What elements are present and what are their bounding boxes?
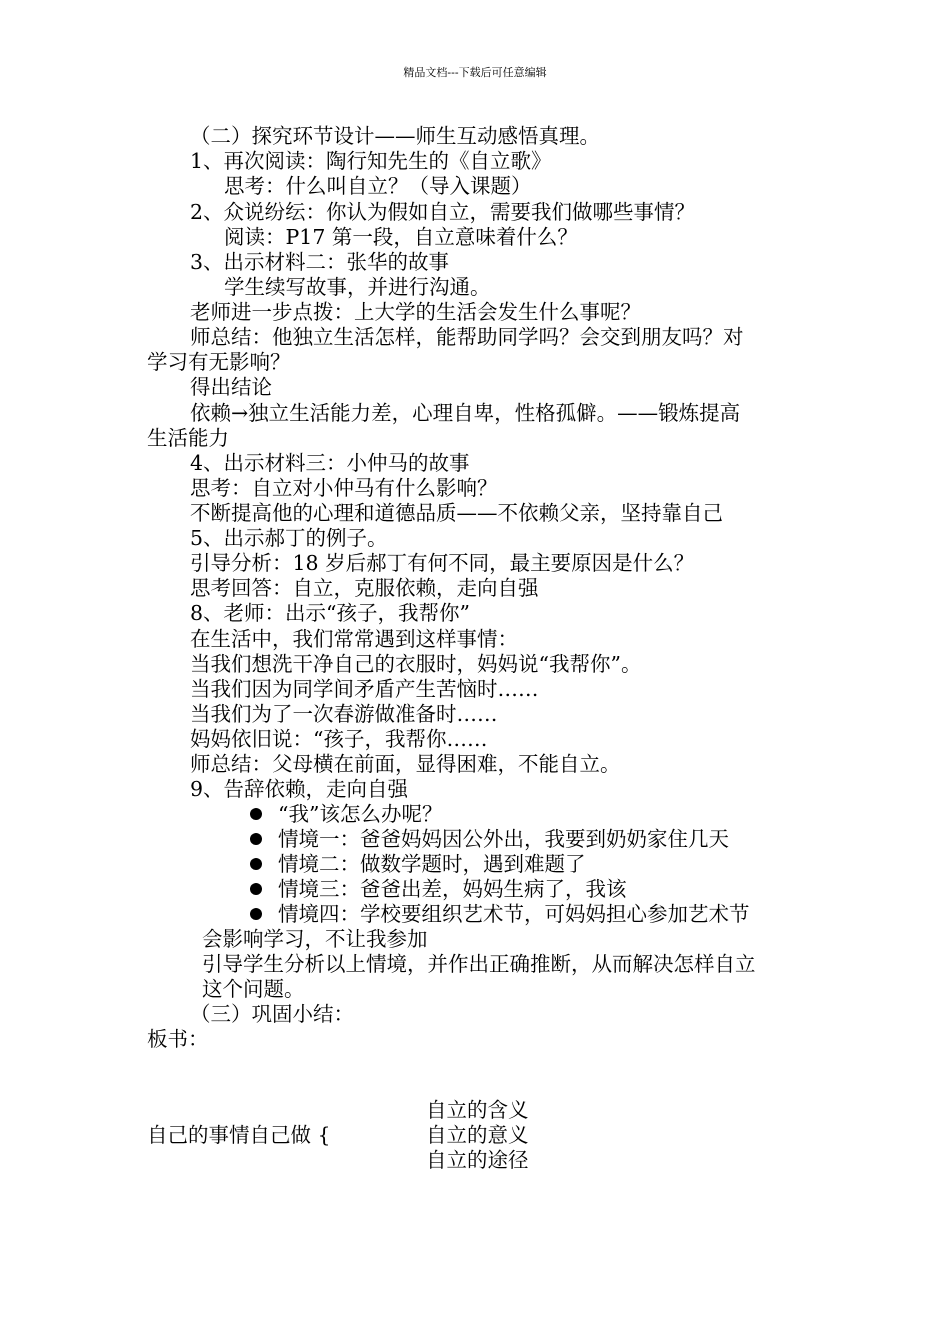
text-line: 8、老师：出示“孩子，我帮你” <box>190 601 471 625</box>
bullet-icon <box>250 833 262 845</box>
text-line: 依赖→独立生活能力差，心理自卑，性格孤僻。——锻炼提高 <box>190 401 741 425</box>
bullet-text: 情境一：爸爸妈妈因公外出，我要到奶奶家住几天 <box>278 827 729 851</box>
text-line: 引导学生分析以上情境，并作出正确推断，从而解决怎样自立 <box>202 952 756 976</box>
text-line: 生活能力 <box>147 426 229 450</box>
board-item: 自立的途径 <box>426 1148 529 1172</box>
bullet-icon <box>250 883 262 895</box>
text-line: 老师进一步点拨：上大学的生活会发生什么事呢？ <box>190 300 641 324</box>
text-line: 当我们为了一次春游做准备时…… <box>190 702 498 726</box>
text-line: 师总结：他独立生活怎样，能帮助同学吗？会交到朋友吗？对 <box>190 325 744 349</box>
section-heading: （三）巩固小结： <box>190 1002 354 1026</box>
text-line: 阅读：P17 第一段，自立意味着什么？ <box>224 225 578 249</box>
text-line: 1、再次阅读：陶行知先生的《自立歌》 <box>190 149 552 173</box>
text-line: 5、出示郝丁的例子。 <box>190 526 388 550</box>
board-label: 板书： <box>147 1027 209 1051</box>
text-line: 得出结论 <box>190 375 272 399</box>
section-heading: （二）探究环节设计——师生互动感悟真理。 <box>190 124 600 148</box>
bullet-icon <box>250 858 262 870</box>
bullet-text: “我”该怎么办呢？ <box>278 802 443 826</box>
page-header: 精品文档---下载后可任意编辑 <box>403 66 547 79</box>
text-line: 妈妈依旧说：“孩子，我帮你…… <box>190 727 488 751</box>
bullet-text: 情境二：做数学题时，遇到难题了 <box>278 852 586 876</box>
bullet-icon <box>250 908 262 920</box>
text-line: 不断提高他的心理和道德品质——不依赖父亲，坚持靠自己 <box>190 501 723 525</box>
bullet-text: 情境四：学校要组织艺术节，可妈妈担心参加艺术节 <box>278 902 750 926</box>
text-line: 师总结：父母横在前面，显得困难，不能自立。 <box>190 752 621 776</box>
text-line: 思考：什么叫自立？（导入课题） <box>224 174 532 198</box>
board-item: 自立的意义 <box>426 1123 529 1147</box>
text-line: 当我们想洗干净自己的衣服时，妈妈说“我帮你”。 <box>190 652 642 676</box>
text-line: 这个问题。 <box>202 977 305 1001</box>
text-line: 9、告辞依赖，走向自强 <box>190 777 409 801</box>
text-line: 会影响学习，不让我参加 <box>202 927 428 951</box>
text-line: 2、众说纷纭：你认为假如自立，需要我们做哪些事情？ <box>190 200 696 224</box>
board-main-topic: 自己的事情自己做 { <box>147 1123 331 1147</box>
text-line: 思考：自立对小仲马有什么影响？ <box>190 476 498 500</box>
text-line: 思考回答：自立，克服依赖，走向自强 <box>190 576 539 600</box>
bullet-icon <box>250 808 262 820</box>
bullet-text: 情境三：爸爸出差，妈妈生病了，我该 <box>278 877 627 901</box>
text-line: 学习有无影响？ <box>147 350 291 374</box>
text-line: 4、出示材料三：小仲马的故事 <box>190 451 470 475</box>
text-line: 引导分析：18 岁后郝丁有何不同，最主要原因是什么？ <box>190 551 695 575</box>
text-line: 学生续写故事，并进行沟通。 <box>224 275 491 299</box>
text-line: 当我们因为同学间矛盾产生苦恼时…… <box>190 677 539 701</box>
text-line: 在生活中，我们常常遇到这样事情： <box>190 627 518 651</box>
text-line: 3、出示材料二：张华的故事 <box>190 250 450 274</box>
board-item: 自立的含义 <box>426 1098 529 1122</box>
